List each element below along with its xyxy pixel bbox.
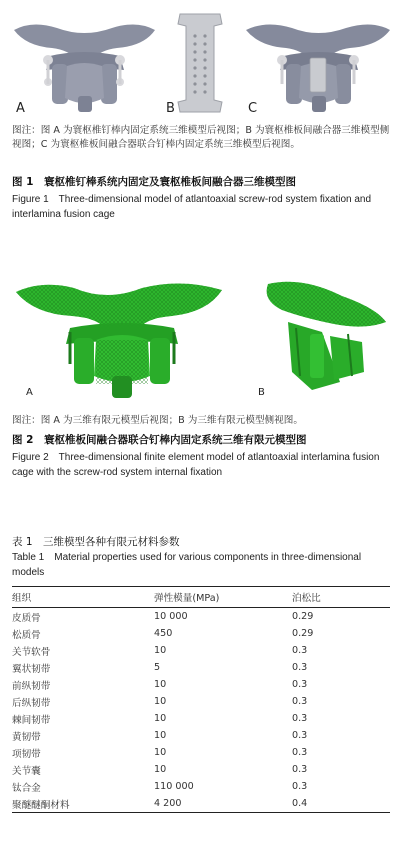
table-row [12, 676, 390, 693]
table-row [12, 659, 390, 676]
cell-poisson: 0.4 [292, 795, 390, 813]
cell-tissue: 钛合金 [12, 782, 41, 794]
header-elastic-modulus: 弹性模量(MPa) [154, 587, 292, 608]
figure-1-panel-b [162, 8, 242, 118]
panel-letter-b: B [258, 387, 265, 398]
cell-modulus: 10 [154, 747, 167, 758]
cell-poisson: 0.3 [292, 679, 308, 690]
cell-poisson: 0.3 [292, 747, 308, 758]
cell-tissue: 聚醚醚酮材料 [12, 795, 154, 813]
table-row [12, 693, 390, 710]
cell-poisson: 0.29 [292, 611, 314, 622]
cell-poisson: 0.3 [292, 696, 308, 707]
cell-modulus: 10 [154, 713, 167, 724]
cell-modulus: 10 [154, 730, 167, 741]
cell-tissue: 黄韧带 [12, 731, 41, 743]
table-1-title-en: Table 1 Material properties used for various components in three-dimensional models [12, 552, 362, 578]
cell-tissue: 关节软骨 [12, 646, 51, 658]
header-tissue: 组织 [12, 587, 154, 608]
cell-tissue: 棘间韧带 [12, 714, 51, 726]
cell-poisson: 0.3 [292, 645, 308, 656]
cell-tissue: 项韧带 [12, 748, 41, 760]
table-row [12, 778, 390, 795]
figure-1-caption-en: Figure 1 Three-dimensional model of atlantoaxial screw-rod system fixation and interlamina fusion cage [12, 194, 372, 220]
table-row [12, 608, 390, 626]
figure-1-panel-c [244, 8, 392, 118]
cell-tissue: 关节囊 [12, 765, 41, 777]
table-row [12, 625, 390, 642]
cell-poisson: 0.29 [292, 628, 314, 639]
figure-2-caption-en: Figure 2 Three-dimensional finite element model of atlantoaxial interlamina fusion cage with the screw-rod system internal fixation [12, 452, 380, 478]
table-1-title-cn: 表 1 三维模型各种有限元材料参数 [12, 536, 180, 548]
cell-tissue: 皮质骨 [12, 612, 41, 624]
figure-2-caption-cn: 图 2 寰枢椎板间融合器联合钉棒内固定系统三维有限元模型图 [12, 434, 307, 446]
cell-poisson: 0.3 [292, 713, 308, 724]
cell-modulus: 10 [154, 679, 167, 690]
table-row [12, 795, 390, 813]
material-properties-table [12, 586, 390, 813]
cell-tissue: 后纵韧带 [12, 697, 51, 709]
table-row [12, 761, 390, 778]
cell-modulus: 4 200 [154, 795, 292, 813]
figure-2-panel-b [252, 272, 392, 402]
figure-1-caption-cn: 图 1 寰枢椎钉棒系统内固定及寰枢椎板间融合器三维模型图 [12, 176, 296, 188]
panel-letter-c: C [248, 101, 258, 116]
figure-1 [12, 8, 392, 118]
figure-2 [12, 272, 392, 402]
table-row [12, 710, 390, 727]
cell-tissue: 松质骨 [12, 629, 41, 641]
panel-letter-b: B [166, 101, 175, 116]
cell-modulus: 10 000 [154, 611, 188, 622]
cell-modulus: 10 [154, 645, 167, 656]
table-row [12, 642, 390, 659]
header-poisson-ratio: 泊松比 [292, 587, 390, 608]
table-1 [12, 586, 390, 813]
fe-model-posterior-image [12, 272, 232, 402]
atlantoaxial-model-image [12, 8, 157, 118]
figure-2-panel-a [12, 272, 232, 402]
figure-1-panel-a [12, 8, 157, 118]
cell-poisson: 0.3 [292, 764, 308, 775]
cell-poisson: 0.3 [292, 662, 308, 673]
cell-modulus: 10 [154, 764, 167, 775]
cell-poisson: 0.3 [292, 781, 308, 792]
atlantoaxial-cage-model-image [244, 8, 392, 118]
cell-modulus: 450 [154, 628, 173, 639]
table-row [12, 744, 390, 761]
figure-1-note: 图注：图 A 为寰枢椎钉棒内固定系统三维模型后视图；B 为寰枢椎板间融合器三维模型侧视图；C 为寰枢椎板间融合器联合钉棒内固定系统三维模型后视图。 [12, 125, 390, 150]
cell-tissue: 前纵韧带 [12, 680, 51, 692]
cell-modulus: 110 000 [154, 781, 194, 792]
cell-modulus: 10 [154, 696, 167, 707]
cell-poisson: 0.3 [292, 730, 308, 741]
panel-letter-a: A [16, 101, 25, 116]
cell-modulus: 5 [154, 662, 161, 673]
table-header-row [12, 587, 390, 608]
figure-2-note: 图注：图 A 为三维有限元模型后视图；B 为三维有限元模型侧视图。 [12, 415, 303, 426]
panel-letter-a: A [26, 387, 33, 398]
fe-model-side-image [252, 272, 392, 402]
cell-tissue: 翼状韧带 [12, 663, 51, 675]
table-row [12, 727, 390, 744]
